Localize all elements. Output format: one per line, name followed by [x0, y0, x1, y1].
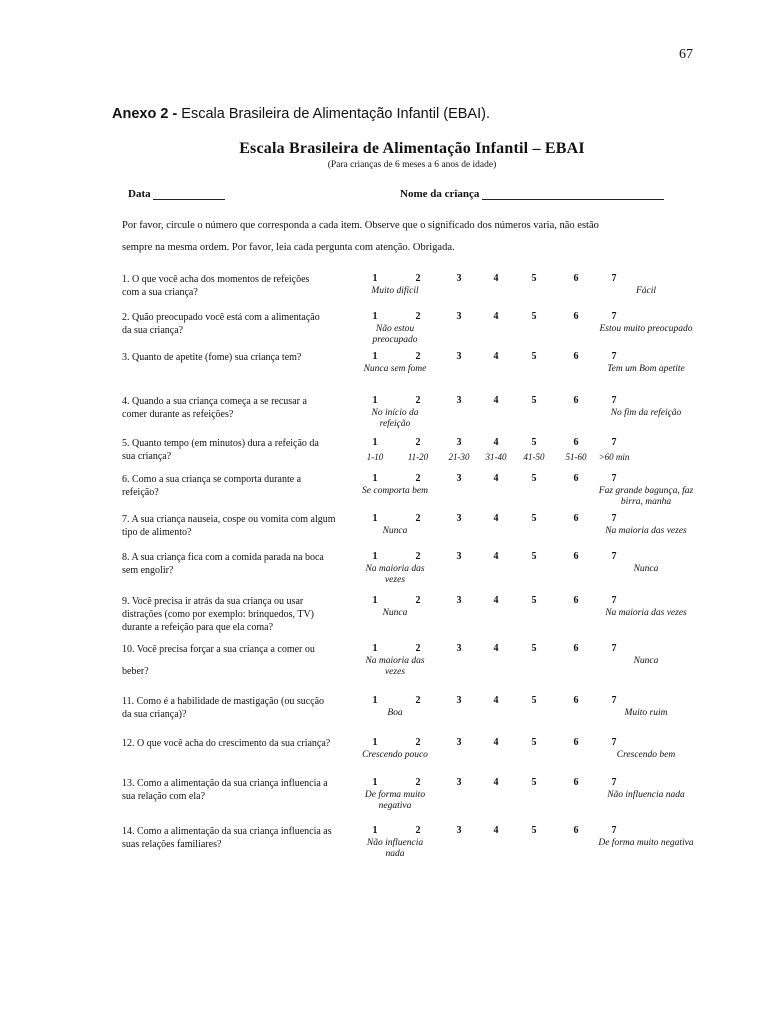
option-7[interactable]: 7	[611, 513, 617, 524]
option-1[interactable]: 1	[372, 643, 378, 654]
option-7[interactable]: 7	[611, 643, 617, 654]
question-text	[122, 311, 352, 337]
question-text	[122, 513, 352, 539]
option-3[interactable]: 3	[456, 695, 462, 706]
option-3[interactable]: 3	[456, 437, 462, 448]
question-line: 7. A sua criança nauseia, cospe ou vomita com algum	[122, 514, 336, 525]
anchor-left-label: Na maioria das vezes	[365, 656, 425, 677]
option-2[interactable]: 2	[415, 737, 421, 748]
option-1[interactable]: 1	[372, 695, 378, 706]
anchor-right-label: Não influencia nada	[607, 790, 685, 800]
option-5[interactable]: 5	[531, 273, 537, 284]
option-6[interactable]: 6	[573, 643, 579, 654]
question-line: com a sua criança?	[122, 287, 198, 298]
option-2[interactable]: 2	[415, 777, 421, 788]
option-1[interactable]: 1	[372, 437, 378, 448]
instructions	[122, 215, 702, 259]
option-3[interactable]: 3	[456, 351, 462, 362]
option-6[interactable]: 6	[573, 825, 579, 836]
option-5[interactable]: 5	[531, 737, 537, 748]
anchor-left-label: Muito difícil	[371, 286, 419, 296]
child-name-line	[482, 188, 664, 200]
option-4[interactable]: 4	[493, 273, 499, 284]
question-line: 10. Você precisa forçar a sua criança a comer ou	[122, 644, 315, 655]
question-line: da sua criança?	[122, 325, 184, 336]
option-5[interactable]: 5	[531, 513, 537, 524]
question-line: durante a refeição para que ela coma?	[122, 622, 274, 633]
option-5[interactable]: 5	[531, 695, 537, 706]
page-number: 67	[679, 47, 693, 62]
question-line: 11. Como é a habilidade de mastigação (ou sucção	[122, 696, 325, 707]
question-text	[122, 777, 352, 803]
anchor-right-label: Muito ruim	[624, 708, 668, 718]
option-6[interactable]: 6	[573, 273, 579, 284]
date-line	[153, 188, 225, 200]
option-3[interactable]: 3	[456, 513, 462, 524]
question-line: 14. Como a alimentação da sua criança influencia as	[122, 826, 332, 837]
option-4[interactable]: 4	[493, 437, 499, 448]
option-7[interactable]: 7	[611, 351, 617, 362]
anchor-left-label: Na maioria das vezes	[365, 564, 425, 585]
question-text	[122, 595, 352, 634]
question-line: sua relação com ela?	[122, 791, 206, 802]
question-line: comer durante as refeições?	[122, 409, 234, 420]
anchor-right-label: De forma muito negativa	[598, 838, 694, 848]
question-line: 12. O que você acha do crescimento da sua criança?	[122, 738, 331, 749]
option-1[interactable]: 1	[372, 351, 378, 362]
option-6[interactable]: 6	[573, 473, 579, 484]
option-2[interactable]: 2	[415, 595, 421, 606]
minute-range-label: 51-60	[565, 452, 587, 462]
question-line: sua criança?	[122, 451, 172, 462]
option-7[interactable]: 7	[611, 825, 617, 836]
question-text	[122, 737, 352, 750]
option-6[interactable]: 6	[573, 351, 579, 362]
option-1[interactable]: 1	[372, 395, 378, 406]
option-3[interactable]: 3	[456, 273, 462, 284]
option-4[interactable]: 4	[493, 643, 499, 654]
question-line: 1. O que você acha dos momentos de refeições	[122, 274, 310, 285]
question-line: suas relações familiares?	[122, 839, 222, 850]
option-2[interactable]: 2	[415, 513, 421, 524]
option-6[interactable]: 6	[573, 777, 579, 788]
anchor-right-label: Crescendo bem	[616, 750, 676, 760]
option-7[interactable]: 7	[611, 695, 617, 706]
option-1[interactable]: 1	[372, 513, 378, 524]
minute-range-label: 1-10	[366, 452, 384, 462]
option-6[interactable]: 6	[573, 437, 579, 448]
question-line: 5. Quanto tempo (em minutos) dura a refeição da	[122, 438, 319, 449]
option-2[interactable]: 2	[415, 437, 421, 448]
option-6[interactable]: 6	[573, 595, 579, 606]
option-6[interactable]: 6	[573, 737, 579, 748]
header-fields	[122, 188, 702, 208]
date-field[interactable]	[128, 188, 225, 200]
option-7[interactable]: 7	[611, 311, 617, 322]
option-4[interactable]: 4	[493, 311, 499, 322]
question-line: distrações (como por exemplo: brinquedos, TV)	[122, 609, 314, 620]
anchor-left-label: Não estou preocupado	[372, 324, 418, 345]
option-1[interactable]: 1	[372, 737, 378, 748]
option-7[interactable]: 7	[611, 437, 617, 448]
option-2[interactable]: 2	[415, 825, 421, 836]
anchor-right-label: Na maioria das vezes	[605, 608, 687, 618]
question-text	[122, 437, 352, 463]
anchor-right-label: Tem um Bom apetite	[607, 364, 685, 374]
question-line: refeição?	[122, 487, 159, 498]
annex-prefix: Anexo 2 -	[112, 106, 178, 122]
question-text	[122, 825, 352, 851]
option-6[interactable]: 6	[573, 695, 579, 706]
option-7[interactable]: 7	[611, 777, 617, 788]
option-2[interactable]: 2	[415, 311, 421, 322]
anchor-right-label: No fim da refeição	[610, 408, 682, 418]
date-label: Data	[128, 188, 151, 200]
option-2[interactable]: 2	[415, 273, 421, 284]
option-3[interactable]: 3	[456, 643, 462, 654]
minute-range-label: 11-20	[407, 452, 429, 462]
child-name-field[interactable]	[400, 188, 664, 200]
option-6[interactable]: 6	[573, 395, 579, 406]
question-line: 9. Você precisa ir atrás da sua criança ou usar	[122, 596, 304, 607]
option-4[interactable]: 4	[493, 513, 499, 524]
question-text	[122, 695, 352, 721]
option-7[interactable]: 7	[611, 395, 617, 406]
child-name-label: Nome da criança	[400, 188, 480, 200]
anchor-left-label: Crescendo pouco	[362, 750, 428, 760]
question-text	[122, 273, 352, 299]
option-5[interactable]: 5	[531, 777, 537, 788]
option-3[interactable]: 3	[456, 311, 462, 322]
option-4[interactable]: 4	[493, 777, 499, 788]
option-5[interactable]: 5	[531, 351, 537, 362]
anchor-right-label: Na maioria das vezes	[605, 526, 687, 536]
option-3[interactable]: 3	[456, 395, 462, 406]
option-4[interactable]: 4	[493, 395, 499, 406]
option-5[interactable]: 5	[531, 595, 537, 606]
option-3[interactable]: 3	[456, 737, 462, 748]
option-4[interactable]: 4	[493, 473, 499, 484]
option-7[interactable]: 7	[611, 737, 617, 748]
anchor-left-label: De forma muito negativa	[364, 790, 426, 811]
annex-heading	[112, 106, 490, 122]
option-6[interactable]: 6	[573, 551, 579, 562]
option-7[interactable]: 7	[611, 473, 617, 484]
option-7[interactable]: 7	[611, 595, 617, 606]
question-text	[122, 351, 352, 364]
option-1[interactable]: 1	[372, 473, 378, 484]
option-2[interactable]: 2	[415, 395, 421, 406]
question-line: 13. Como a alimentação da sua criança influencia a	[122, 778, 328, 789]
anchor-right-label: Nunca	[633, 656, 659, 666]
minute-range-label: 41-50	[523, 452, 545, 462]
option-1[interactable]: 1	[372, 273, 378, 284]
question-line: beber?	[122, 666, 149, 677]
ebai-form	[122, 140, 702, 859]
option-5[interactable]: 5	[531, 551, 537, 562]
question-text	[122, 551, 352, 577]
form-title: Escala Brasileira de Alimentação Infantil – EBAI	[239, 140, 585, 157]
option-4[interactable]: 4	[493, 351, 499, 362]
question-line: 3. Quanto de apetite (fome) sua criança tem?	[122, 352, 302, 363]
instructions-line-1: Por favor, circule o número que corresponda a cada item. Observe que o significado dos números varia, não estão	[122, 220, 599, 231]
option-4[interactable]: 4	[493, 737, 499, 748]
option-3[interactable]: 3	[456, 595, 462, 606]
option-5[interactable]: 5	[531, 395, 537, 406]
option-5[interactable]: 5	[531, 643, 537, 654]
minute-range-label: >60 min	[598, 452, 630, 462]
anchor-right-label: Nunca	[633, 564, 659, 574]
anchor-right-label: Faz grande bagunça, faz birra, manha	[598, 486, 694, 507]
anchor-left-label: Nunca	[382, 526, 408, 536]
anchor-right-label: Estou muito preocupado	[599, 324, 693, 334]
question-line: 4. Quando a sua criança começa a se recusar a	[122, 396, 307, 407]
option-1[interactable]: 1	[372, 777, 378, 788]
anchor-right-label: Fácil	[635, 286, 657, 296]
question-text	[122, 643, 352, 678]
option-4[interactable]: 4	[493, 595, 499, 606]
question-line: 2. Quão preocupado você está com a alimentação	[122, 312, 320, 323]
minute-range-label: 21-30	[448, 452, 470, 462]
option-2[interactable]: 2	[415, 473, 421, 484]
option-1[interactable]: 1	[372, 311, 378, 322]
question-line: tipo de alimento?	[122, 527, 192, 538]
question-text	[122, 473, 352, 499]
form-subtitle: (Para crianças de 6 meses a 6 anos de idade)	[327, 160, 497, 170]
question-line: da sua criança)?	[122, 709, 187, 720]
option-7[interactable]: 7	[611, 551, 617, 562]
option-7[interactable]: 7	[611, 273, 617, 284]
option-2[interactable]: 2	[415, 643, 421, 654]
question-line: 8. A sua criança fica com a comida parada na boca	[122, 552, 324, 563]
anchor-left-label: Se comporta bem	[362, 486, 428, 496]
question-line: sem engolir?	[122, 565, 174, 576]
option-1[interactable]: 1	[372, 551, 378, 562]
anchor-left-label: Nunca	[382, 608, 408, 618]
option-1[interactable]: 1	[372, 595, 378, 606]
option-6[interactable]: 6	[573, 311, 579, 322]
question-text	[122, 395, 352, 421]
option-4[interactable]: 4	[493, 551, 499, 562]
option-3[interactable]: 3	[456, 473, 462, 484]
option-3[interactable]: 3	[456, 551, 462, 562]
anchor-left-label: No início da refeição	[371, 408, 419, 429]
option-2[interactable]: 2	[415, 551, 421, 562]
question-line: 6. Como a sua criança se comporta durante a	[122, 474, 302, 485]
option-3[interactable]: 3	[456, 777, 462, 788]
option-6[interactable]: 6	[573, 513, 579, 524]
anchor-left-label: Não influencia nada	[366, 838, 424, 859]
option-2[interactable]: 2	[415, 695, 421, 706]
option-3[interactable]: 3	[456, 825, 462, 836]
anchor-left-label: Boa	[387, 708, 403, 718]
option-4[interactable]: 4	[493, 695, 499, 706]
option-2[interactable]: 2	[415, 351, 421, 362]
option-5[interactable]: 5	[531, 825, 537, 836]
anchor-left-label: Nunca sem fome	[363, 364, 427, 374]
option-1[interactable]: 1	[372, 825, 378, 836]
option-5[interactable]: 5	[531, 311, 537, 322]
annex-title: Escala Brasileira de Alimentação Infantil (EBAI).	[181, 106, 490, 122]
minute-range-label: 31-40	[485, 452, 507, 462]
option-5[interactable]: 5	[531, 473, 537, 484]
option-5[interactable]: 5	[531, 437, 537, 448]
instructions-line-2: sempre na mesma ordem. Por favor, leia cada pergunta com atenção. Obrigada.	[122, 242, 455, 253]
option-4[interactable]: 4	[493, 825, 499, 836]
